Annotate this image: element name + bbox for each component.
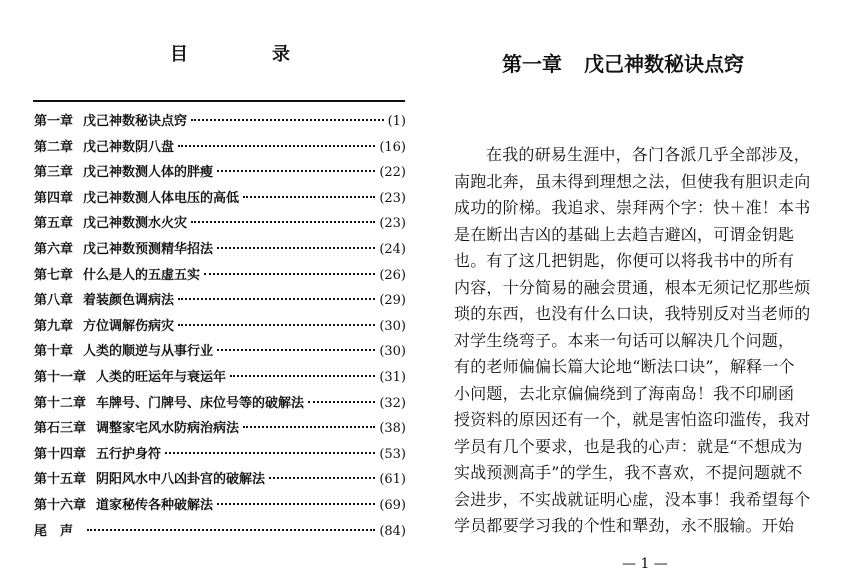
toc-title-char: 录	[272, 44, 290, 65]
toc-leader-dots	[217, 349, 375, 351]
body-line: 内容，十分简易的融会贯通，根本无须记忆那些烦	[454, 277, 811, 297]
body-line: 实战预测高手”的学生，我不喜欢，不提问题就不	[454, 463, 803, 482]
toc-page-number: (30)	[379, 344, 406, 360]
toc-page-number: (22)	[379, 165, 406, 181]
toc-chapter-title: 道家秘传各种破解法	[96, 497, 214, 513]
toc-item	[34, 315, 406, 341]
toc-chapter-number: 第九章	[34, 318, 74, 334]
toc-chapter-title: 人类的旺运年与衰运年	[96, 369, 227, 385]
toc-leader-dots	[178, 145, 375, 147]
toc-chapter-number: 第十二章	[34, 395, 87, 411]
toc-item	[34, 187, 406, 213]
toc-item	[34, 264, 406, 290]
body-text	[454, 142, 854, 540]
toc-page-number: (69)	[379, 497, 406, 513]
body-line: 成功的阶梯。我追求、崇拜两个字：快＋准！本书	[454, 198, 811, 217]
toc-chapter-number: 尾 声	[34, 523, 74, 539]
toc-chapter-title: 戊己神数预测精华招法	[83, 241, 214, 257]
toc-chapter-title: 调整家宅风水防病治病法	[96, 421, 240, 437]
toc-chapter-number: 第三章	[34, 165, 74, 181]
body-line: 学员有几个要求，也是我的心声：就是“不想成为	[454, 436, 803, 456]
toc-chapter-title: 戊己神数秘诀点窍	[83, 114, 188, 129]
toc-chapter-title: 着装颜色调病法	[83, 293, 175, 309]
toc-page-number: (32)	[379, 395, 406, 411]
toc-page-number: (24)	[379, 241, 406, 257]
toc-chapter-title: 车牌号、门牌号、床位号等的破解法	[96, 395, 305, 411]
toc-leader-dots	[165, 452, 375, 454]
toc-item	[34, 468, 406, 494]
toc-item	[34, 417, 406, 443]
chapter-page	[432, 0, 863, 581]
toc-page-number: (29)	[379, 293, 406, 309]
toc-title	[170, 40, 290, 66]
toc-chapter-title: 戊己神数测人体电压的高低	[83, 190, 240, 206]
body-line: 授资料的原因还有一个，就是害怕盗印滥传，我对	[454, 410, 811, 429]
toc-item	[34, 443, 406, 469]
chapter-heading	[502, 48, 744, 77]
chapter-label: 第一章	[502, 52, 562, 76]
toc-chapter-number: 第四章	[34, 190, 74, 206]
body-line: 对学生绕弯子。本来一句话可以解决几个问题，	[454, 330, 795, 350]
toc-leader-dots	[87, 529, 375, 531]
toc-page-number: (38)	[379, 421, 406, 437]
toc-leader-dots	[191, 119, 384, 121]
toc-chapter-number: 第二章	[34, 139, 74, 155]
toc-page-number: (23)	[379, 190, 406, 206]
toc-chapter-number: 第七章	[34, 267, 74, 283]
toc-divider	[33, 100, 405, 102]
toc-chapter-title: 戊己神数测水火灾	[83, 216, 188, 232]
toc-chapter-number: 第五章	[34, 216, 74, 232]
toc-leader-dots	[230, 375, 375, 377]
toc-leader-dots	[178, 324, 375, 326]
page-number: — 1 —	[622, 556, 668, 572]
toc-page-number: (61)	[379, 472, 406, 488]
toc-chapter-title: 方位调解伤病灾	[83, 318, 175, 334]
toc-item	[34, 340, 406, 366]
toc-page-number: (23)	[379, 216, 406, 232]
table-of-contents-page	[0, 0, 430, 581]
toc-chapter-number: 第一章	[34, 114, 74, 129]
toc-chapter-number: 第石三章	[34, 421, 87, 437]
toc-title-char: 目	[170, 44, 188, 65]
toc-item	[34, 238, 406, 264]
toc-leader-dots	[217, 247, 375, 249]
toc-page-number: (30)	[379, 318, 406, 334]
toc-page-number: (26)	[379, 267, 406, 283]
toc-item	[34, 161, 406, 187]
toc-list	[34, 110, 406, 545]
toc-item	[34, 212, 406, 238]
toc-chapter-title: 五行护身符	[96, 446, 162, 462]
toc-chapter-number: 第六章	[34, 241, 74, 257]
chapter-title: 戊己神数秘诀点窍	[584, 52, 744, 76]
toc-item	[34, 520, 406, 546]
body-line: 小问题，去北京偏偏绕到了海南岛！我不印刷函	[454, 383, 795, 403]
toc-chapter-title: 戊己神数阴八盘	[83, 139, 175, 155]
toc-leader-dots	[178, 298, 375, 300]
toc-chapter-number: 第十五章	[34, 472, 87, 488]
body-line: 有的老师偏偏长篇大论地“断法口诀”，解释一个	[454, 357, 795, 376]
toc-page-number: (84)	[379, 523, 406, 539]
toc-item	[34, 136, 406, 162]
body-line: 会进步，不实战就证明心虚，没本事！我希望每个	[454, 489, 811, 509]
toc-leader-dots	[243, 196, 375, 198]
toc-chapter-title: 人类的顺逆与从事行业	[83, 344, 214, 360]
toc-chapter-number: 第十四章	[34, 446, 87, 462]
toc-leader-dots	[269, 477, 375, 479]
toc-item	[34, 494, 406, 520]
toc-page-number: (53)	[379, 446, 406, 462]
toc-item	[34, 289, 406, 315]
toc-chapter-title: 戊己神数测人体的胖瘦	[83, 165, 214, 181]
toc-page-number: (31)	[379, 369, 406, 385]
toc-item	[34, 366, 406, 392]
body-line: 也。有了这几把钥匙，你便可以将我书中的所有	[454, 251, 795, 270]
body-line: 南跑北奔，虽未得到理想之法，但使我有胆识走向	[454, 171, 811, 191]
toc-leader-dots	[308, 401, 375, 403]
body-line: 在我的研易生涯中，各门各派几乎全部涉及，	[486, 145, 811, 164]
toc-chapter-title: 什么是人的五虚五实	[83, 267, 201, 283]
toc-chapter-title: 阴阳风水中八凶卦宫的破解法	[96, 472, 266, 488]
body-line: 琐的东西，也没有什么口诀，我特别反对当老师的	[454, 304, 811, 323]
toc-chapter-number: 第十一章	[34, 369, 87, 385]
body-line: 是在断出吉凶的基础上去趋吉避凶，可谓金钥匙	[454, 224, 795, 244]
toc-item	[34, 392, 406, 418]
body-line: 学员都要学习我的个性和犟劲，永不服输。开始	[454, 516, 795, 535]
toc-chapter-number: 第十六章	[34, 497, 87, 513]
toc-chapter-number: 第十章	[34, 344, 74, 360]
toc-page-number: (1)	[387, 114, 406, 129]
toc-leader-dots	[217, 170, 375, 172]
toc-chapter-number: 第八章	[34, 293, 74, 309]
toc-leader-dots	[217, 503, 375, 505]
toc-page-number: (16)	[379, 139, 406, 155]
toc-leader-dots	[243, 426, 375, 428]
toc-leader-dots	[204, 273, 375, 275]
toc-item	[34, 110, 406, 136]
toc-leader-dots	[191, 221, 375, 223]
